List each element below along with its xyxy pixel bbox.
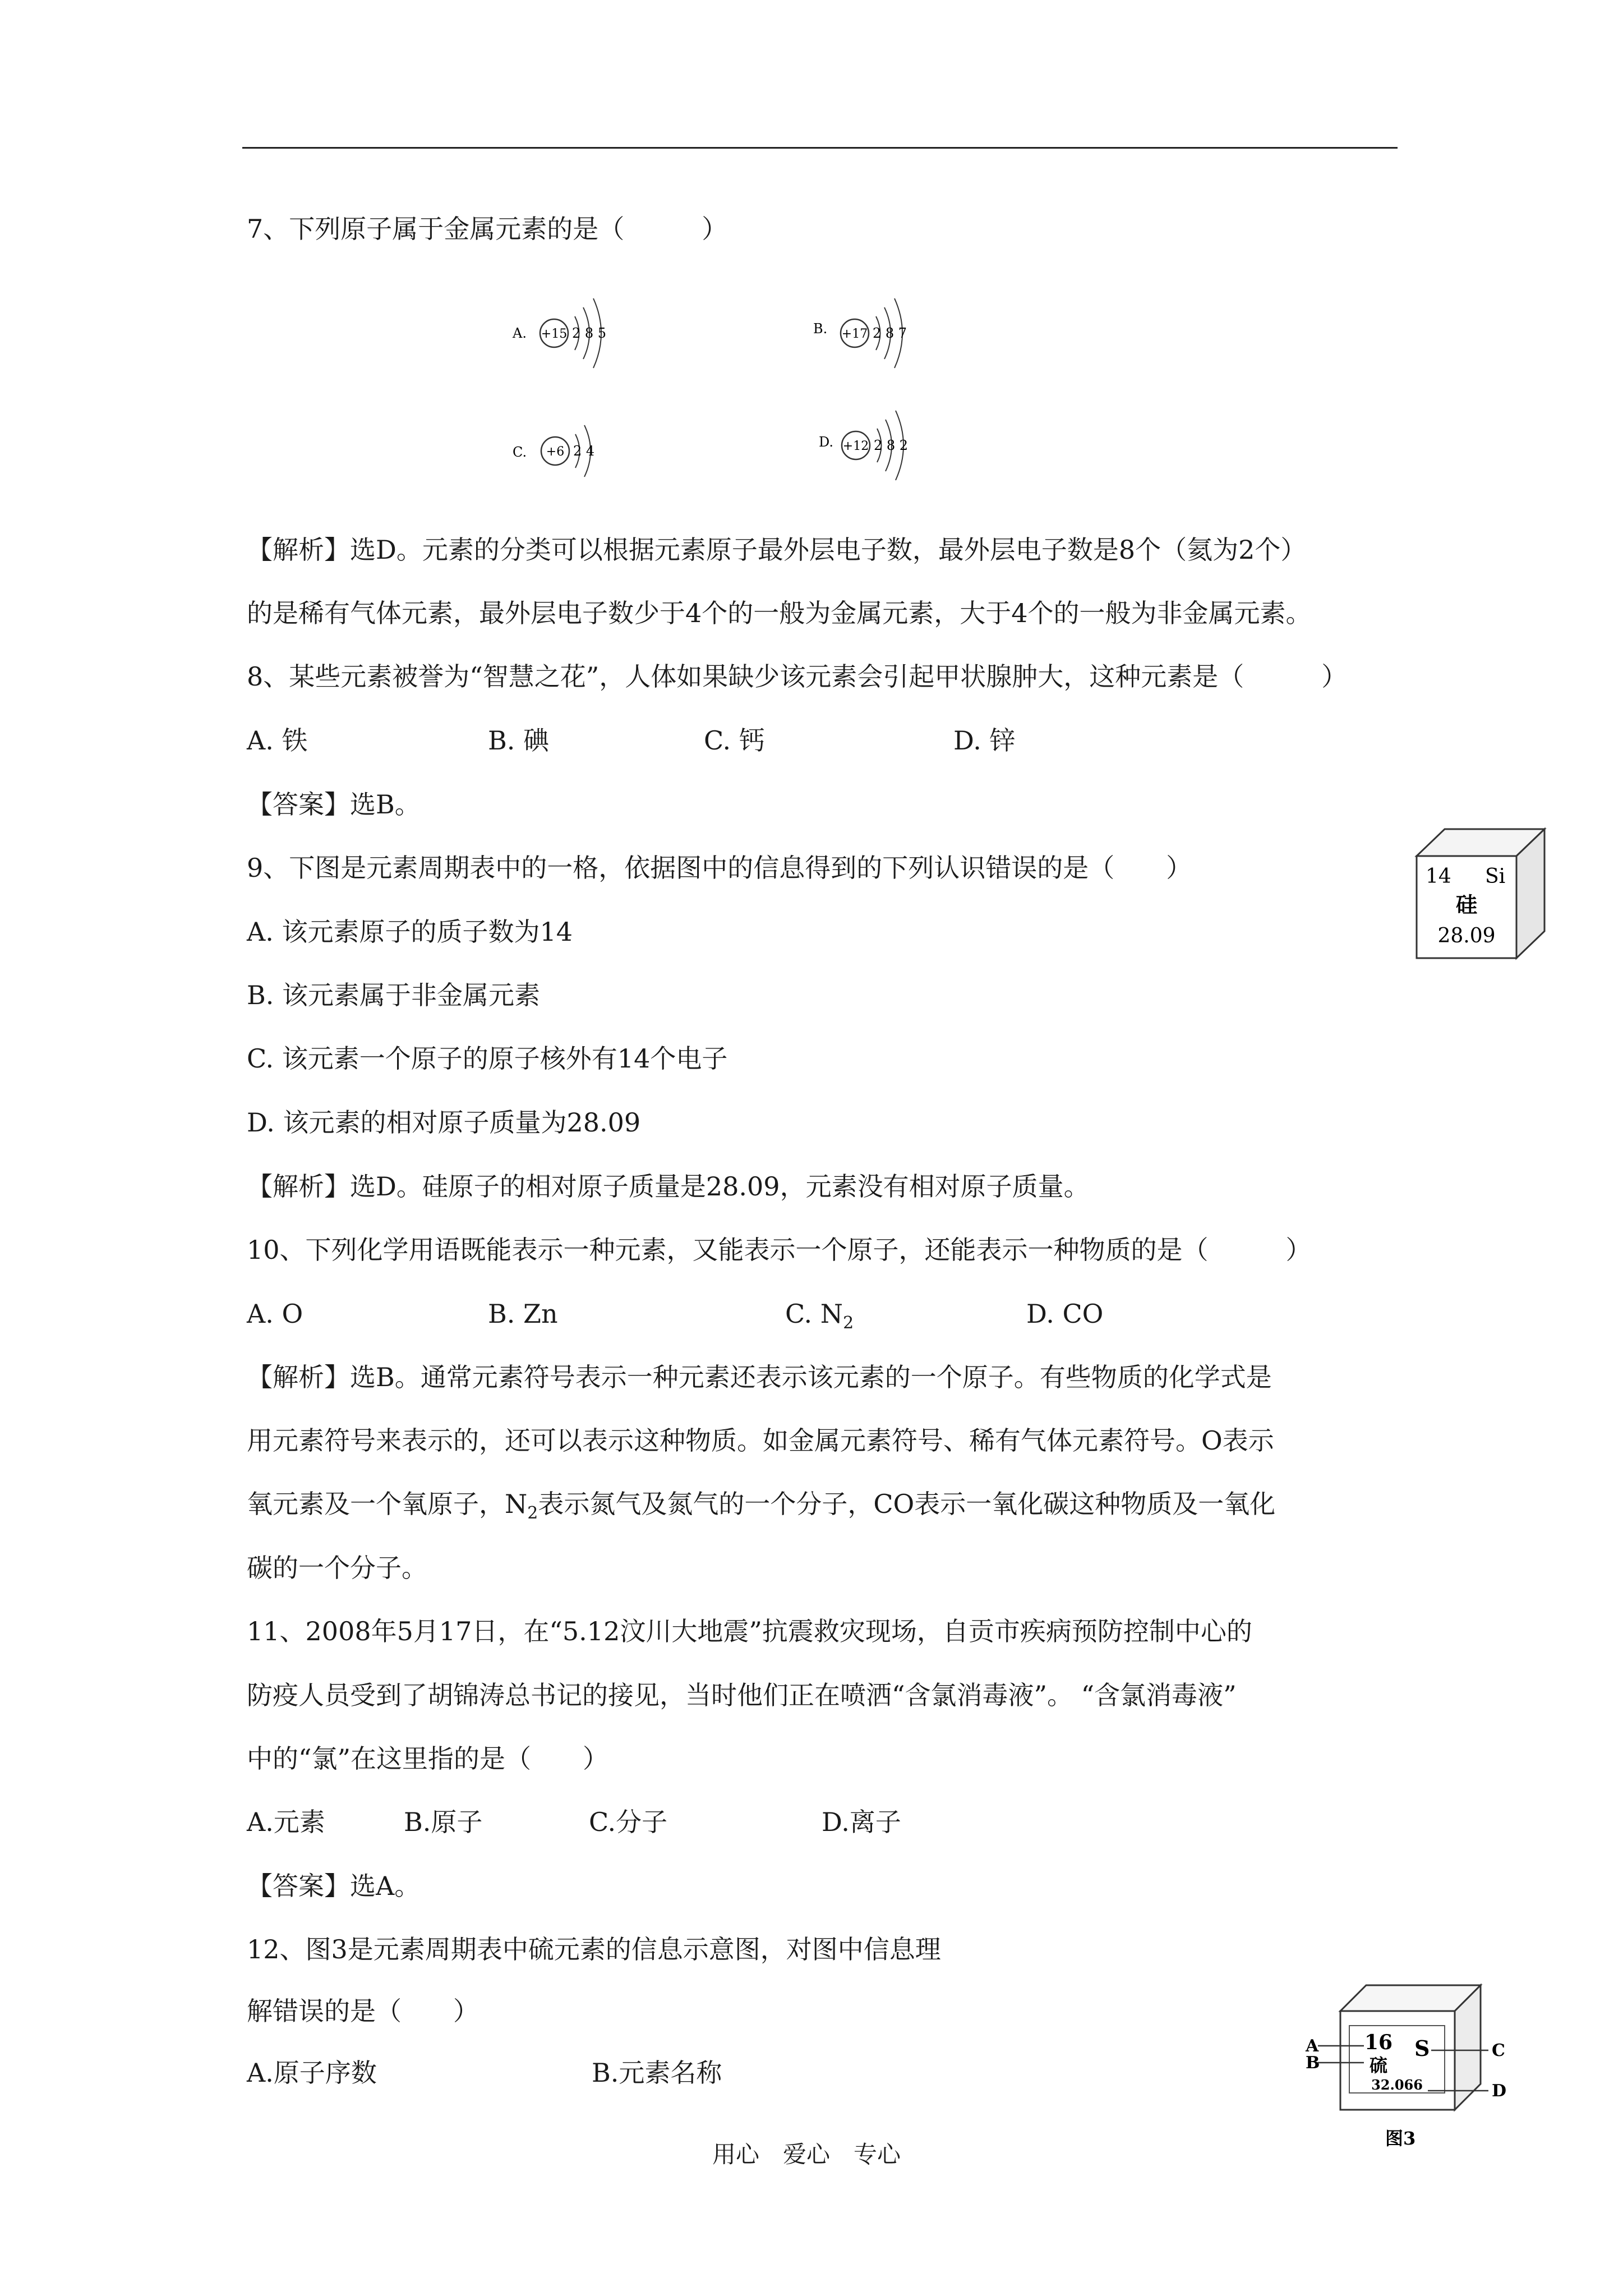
- q12-line1: 12、图3是元素周期表中硫元素的信息示意图，对图中信息理: [247, 1934, 941, 1964]
- q11-line1: 11、2008年5月17日，在“5.12汶川大地震”抗震救灾现场，自贡市疾病预防控制中心的: [247, 1616, 1252, 1646]
- q8-option-c: C. 钙: [704, 725, 765, 756]
- q10-analysis-line2: 用元素符号来表示的，还可以表示这种物质。如金属元素符号、稀有气体元素符号。O表示: [247, 1425, 1274, 1456]
- q10-title: 10、下列化学用语既能表示一种元素，又能表示一个原子，还能表示一种物质的是（ ）: [247, 1235, 1312, 1265]
- q10-analysis-subscript: 2: [527, 1503, 538, 1524]
- q8-answer: 【答案】选B。: [247, 789, 421, 820]
- q10-option-a: A. O: [247, 1299, 303, 1329]
- q9-title: 9、下图是元素周期表中的一格，依据图中的信息得到的下列认识错误的是（ ）: [247, 853, 1192, 883]
- q12-option-b: B.元素名称: [592, 2058, 722, 2088]
- q10-option-c-text: C. N: [785, 1299, 843, 1329]
- pointer-d-label: D: [1492, 2081, 1507, 2101]
- atom-b-label: B.: [813, 321, 828, 337]
- q10-analysis-line1: 【解析】选B。通常元素符号表示一种元素还表示该元素的一个原子。有些物质的化学式是: [247, 1362, 1272, 1392]
- atom-b-shells: 2 8 7: [873, 325, 907, 341]
- atom-c-shells: 2 4: [573, 443, 595, 459]
- silicon-name: 硅: [1455, 892, 1478, 917]
- sulfur-name: 硫: [1369, 2055, 1388, 2076]
- q7-analysis-line1: 【解析】选D。元素的分类可以根据元素原子最外层电子数，最外层电子数是8个（氦为2个）: [247, 535, 1307, 565]
- q8-option-b: B. 碘: [488, 725, 550, 756]
- q11-line3: 中的“氯”在这里指的是（ ）: [247, 1743, 609, 1774]
- silicon-number: 14: [1426, 865, 1451, 888]
- q11-option-b: B.原子: [404, 1807, 483, 1837]
- sulfur-element-figure: [1301, 1977, 1514, 2157]
- q12-line2: 解错误的是（ ）: [247, 1996, 479, 2026]
- q11-option-a: A.元素: [247, 1807, 325, 1837]
- q9-option-a: A. 该元素原子的质子数为14: [247, 917, 573, 947]
- q8-title: 8、某些元素被誉为“智慧之花”，人体如果缺少该元素会引起甲状腺肿大，这种元素是（ ）: [247, 661, 1348, 692]
- atom-c-nucleus: +6: [546, 445, 565, 459]
- q7-analysis-line2: 的是稀有气体元素，最外层电子数少于4个的一般为金属元素，大于4个的一般为非金属元素。: [247, 598, 1312, 628]
- silicon-symbol: Si: [1485, 865, 1506, 888]
- q8-option-a: A. 铁: [247, 725, 308, 756]
- atom-c-label: C.: [513, 444, 527, 460]
- header-rule: [242, 147, 1398, 149]
- q10-option-d: D. CO: [1026, 1299, 1104, 1329]
- atom-a-nucleus: +15: [541, 327, 568, 341]
- sulfur-mass: 32.066: [1371, 2077, 1423, 2093]
- pointer-c-label: C: [1492, 2041, 1505, 2060]
- atom-diagram-d: [819, 411, 908, 480]
- q11-option-d: D.离子: [822, 1807, 901, 1837]
- silicon-element-cell: [1413, 825, 1553, 965]
- q9-option-b: B. 该元素属于非金属元素: [247, 980, 541, 1010]
- q10-analysis-line3: [247, 1487, 1275, 1530]
- q9-option-d: D. 该元素的相对原子质量为28.09: [247, 1107, 641, 1138]
- q10-option-c: [785, 1297, 854, 1340]
- q11-line2: 防疫人员受到了胡锦涛总书记的接见，当时他们正在喷洒“含氯消毒液”。 “含氯消毒液”: [247, 1680, 1237, 1710]
- sulfur-number: 16: [1364, 2031, 1393, 2054]
- pointer-a-label: A: [1306, 2036, 1319, 2056]
- atom-d-label: D.: [819, 434, 834, 450]
- q10-analysis-line3-part1: 氧元素及一个氧原子，N: [247, 1489, 528, 1519]
- q9-analysis: 【解析】选D。硅原子的相对原子质量是28.09，元素没有相对原子质量。: [247, 1171, 1090, 1202]
- q11-answer: 【答案】选A。: [247, 1871, 421, 1901]
- atom-a-shells: 2 8 5: [572, 325, 607, 341]
- atom-diagram-b: [813, 298, 907, 368]
- q10-analysis-line4: 碳的一个分子。: [247, 1553, 427, 1583]
- page-footer: 用心 爱心 专心: [712, 2141, 901, 2168]
- atom-d-shells: 2 8 2: [874, 438, 909, 453]
- atom-b-nucleus: +17: [841, 327, 868, 341]
- q10-option-b: B. Zn: [488, 1299, 558, 1329]
- q10-analysis-line3-part2: 表示氮气及氮气的一个分子，CO表示一氧化碳这种物质及一氧化: [538, 1489, 1276, 1519]
- q8-option-d: D. 锌: [953, 725, 1016, 756]
- sulfur-symbol: S: [1414, 2036, 1430, 2061]
- atom-structure-diagrams: [494, 275, 953, 510]
- silicon-mass: 28.09: [1437, 924, 1496, 947]
- figure-caption: 图3: [1385, 2128, 1416, 2149]
- pointer-b-label: B: [1306, 2053, 1320, 2073]
- q11-option-c: C.分子: [589, 1807, 668, 1837]
- atom-diagram-a: [512, 298, 606, 368]
- q10-option-c-subscript: 2: [843, 1313, 854, 1333]
- q9-option-c: C. 该元素一个原子的原子核外有14个电子: [247, 1043, 728, 1074]
- q7-title: 7、下列原子属于金属元素的是（ ）: [247, 214, 728, 244]
- atom-a-label: A.: [513, 325, 527, 341]
- q12-option-a: A.原子序数: [247, 2058, 377, 2088]
- atom-d-nucleus: +12: [842, 439, 869, 453]
- atom-diagram-c: [513, 425, 594, 477]
